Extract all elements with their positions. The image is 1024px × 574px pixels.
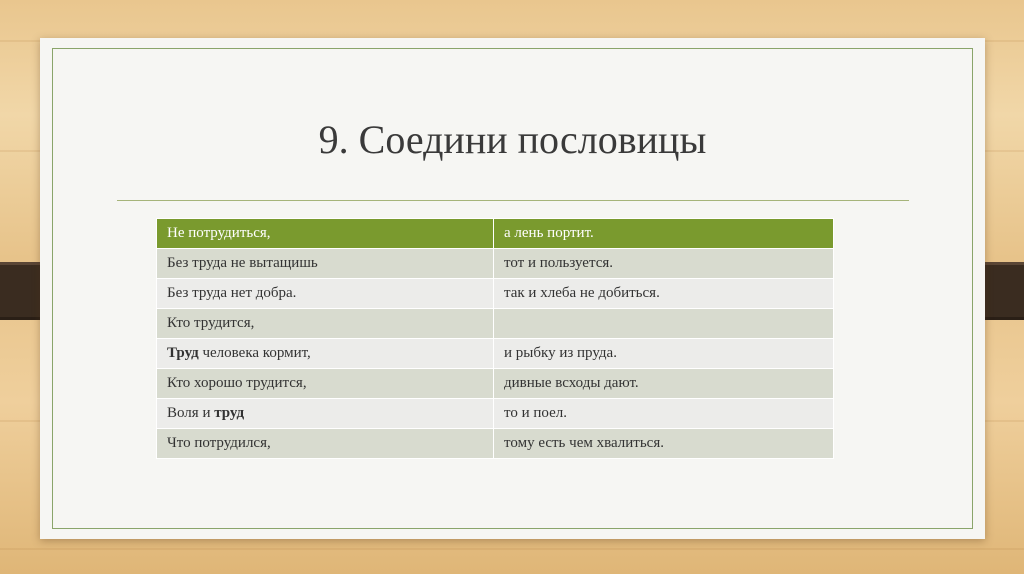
wood-streak <box>0 548 1024 550</box>
table-row <box>157 309 834 339</box>
table-row <box>157 399 834 429</box>
right-cell: дивные всходы дают. <box>494 369 834 399</box>
right-cell: тому есть чем хвалиться. <box>494 429 834 459</box>
table-row <box>157 339 834 369</box>
slide-title: 9. Соедини пословицы <box>318 117 707 162</box>
bold-word: труд <box>214 405 245 421</box>
left-cell: Не потрудиться, <box>157 219 494 249</box>
right-cell: а лень портит. <box>494 219 834 249</box>
left-cell: Кто трудится, <box>157 309 494 339</box>
left-cell: Без труда нет добра. <box>157 279 494 309</box>
table-row <box>157 249 834 279</box>
slide-paper <box>40 38 985 539</box>
right-cell: то и поел. <box>494 399 834 429</box>
right-cell: и рыбку из пруда. <box>494 339 834 369</box>
table-row <box>157 279 834 309</box>
left-cell: Кто хорошо трудится, <box>157 369 494 399</box>
table-row <box>157 429 834 459</box>
left-cell-prefix: Воля и <box>167 405 215 421</box>
left-cell <box>157 399 494 429</box>
table-row <box>157 219 834 249</box>
left-cell: Что потрудился, <box>157 429 494 459</box>
left-cell: Без труда не вытащишь <box>157 249 494 279</box>
title-divider <box>117 200 909 201</box>
right-cell: так и хлеба не добиться. <box>494 279 834 309</box>
right-cell: тот и пользуется. <box>494 249 834 279</box>
right-cell <box>494 309 834 339</box>
left-cell <box>157 339 494 369</box>
bold-word: Труд <box>167 345 199 361</box>
table-row <box>157 369 834 399</box>
proverbs-table <box>156 218 834 459</box>
left-cell-text: человека кормит, <box>198 345 311 361</box>
